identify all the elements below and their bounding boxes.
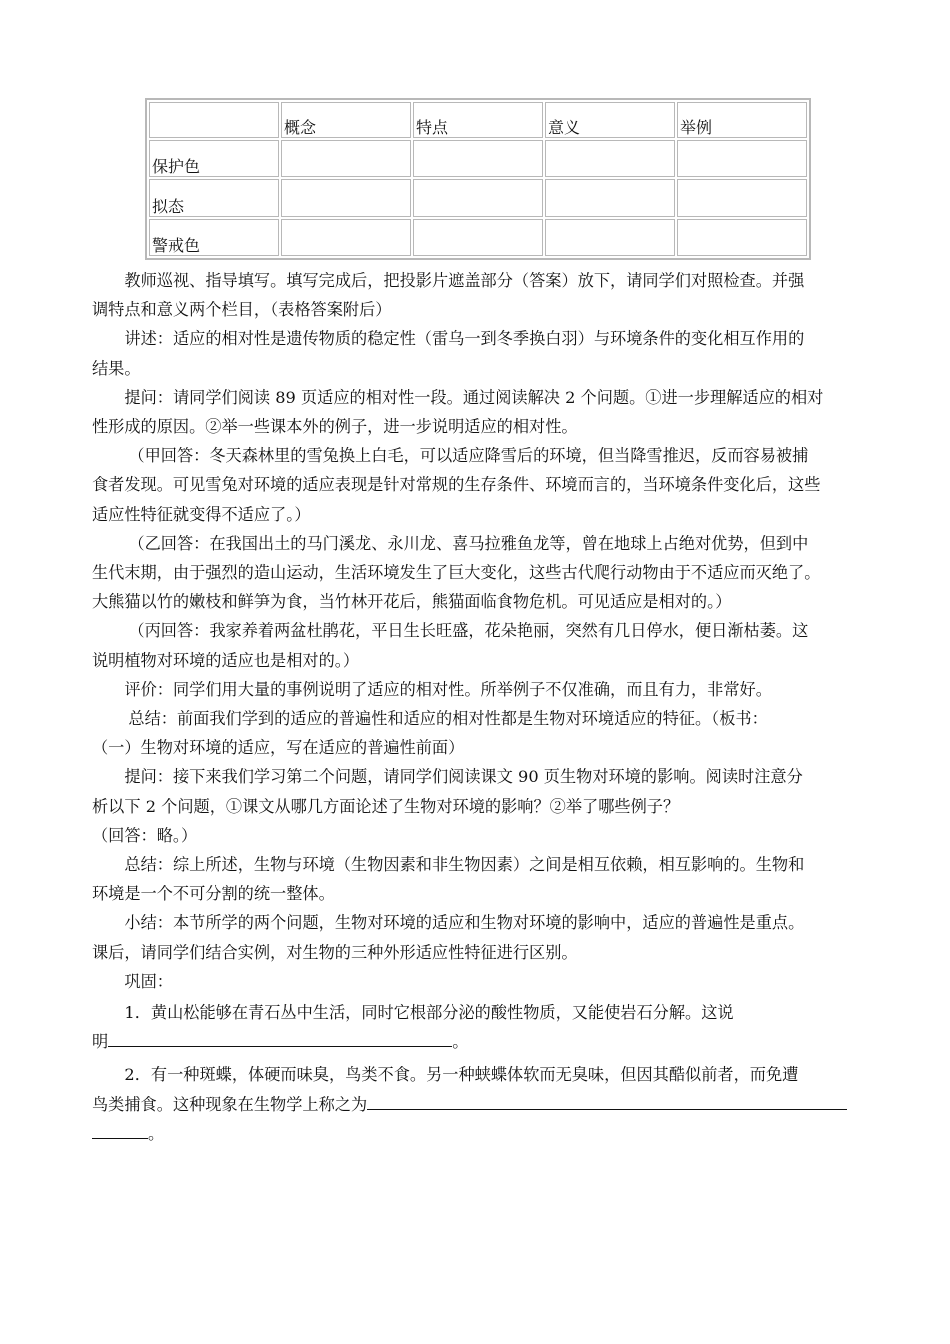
answer-blank-1[interactable]	[108, 1028, 452, 1047]
paragraph-lecture	[92, 324, 860, 382]
text-line: 讲述：适应的相对性是遗传物质的稳定性（雷乌一到冬季换白羽）与环境条件的变化相互作用的	[124, 329, 805, 349]
text-line: （丙回答：我家养着两盆杜鹃花，平日生长旺盛，花朵艳丽，突然有几日停水，便日渐枯萎。这	[128, 621, 809, 641]
text-line: 提问：接下来我们学习第二个问题，请同学们阅读课文 90 页生物对环境的影响。阅读时注意分	[124, 767, 803, 787]
row-label: 警戒色	[149, 219, 279, 256]
text-line: 评价：同学们用大量的事例说明了适应的相对性。所举例子不仅准确，而且有力，非常好。	[124, 679, 772, 699]
answer-blank-2[interactable]	[367, 1091, 847, 1110]
table-header-cell: 意义	[545, 102, 675, 138]
text-line: 大熊猫以竹的嫩枝和鲜笋为食，当竹林开花后，熊猫面临食物危机。可见适应是相对的。）	[92, 592, 732, 612]
text-line	[92, 1090, 860, 1119]
text-line: 性形成的原因。②举一些课本外的例子，进一步说明适应的相对性。	[92, 417, 578, 437]
text-line: 总结：前面我们学到的适应的普遍性和适应的相对性都是生物对环境适应的特征。（板书：	[128, 709, 768, 729]
text-fragment: 。	[148, 1123, 165, 1143]
text-line: 小结：本节所学的两个问题，生物对环境的适应和生物对环境的影响中，适应的普遍性是重点。	[124, 913, 805, 933]
text-line: 生代末期，由于强烈的造山运动，生活环境发生了巨大变化，这些古代爬行动物由于不适应而灭绝了。	[92, 563, 821, 583]
table-cell	[545, 140, 675, 177]
table-row	[149, 140, 807, 177]
text-line: 提问：请同学们阅读 89 页适应的相对性一段。通过阅读解决 2 个问题。①进一步理解适应的相对	[124, 387, 824, 407]
paragraph-answer-b	[92, 529, 860, 617]
row-label: 保护色	[149, 140, 279, 177]
paragraph-question-2	[92, 762, 860, 850]
text-line: （一）生物对环境的适应，写在适应的普遍性前面）	[92, 738, 465, 758]
text-line	[92, 1119, 860, 1148]
table-header-row	[149, 102, 807, 138]
answer-blank-2-cont[interactable]	[92, 1120, 148, 1139]
text-fragment: 鸟类捕食。这种现象在生物学上称之为	[92, 1094, 368, 1114]
table-cell	[545, 219, 675, 256]
text-fragment: 。	[452, 1032, 469, 1052]
table-cell	[677, 179, 807, 216]
exercise-2	[92, 1060, 860, 1148]
exercise-1	[92, 998, 860, 1056]
text-line	[92, 1027, 860, 1056]
table-cell	[545, 179, 675, 216]
text-line: 结果。	[92, 358, 141, 378]
paragraph-question-1	[92, 383, 860, 441]
table-cell	[281, 140, 411, 177]
text-line: （甲回答：冬天森林里的雪兔换上白毛，可以适应降雪后的环境，但当降雪推迟，反而容易被捕	[128, 446, 809, 466]
paragraph-conclusion	[92, 908, 860, 966]
paragraph-patrol	[92, 266, 860, 324]
table-cell	[677, 219, 807, 256]
paragraph-summary-2	[92, 850, 860, 908]
text-line: （乙回答：在我国出土的马门溪龙、永川龙、喜马拉雅鱼龙等，曾在地球上占绝对优势，但到中	[128, 533, 809, 553]
row-label: 拟态	[149, 179, 279, 216]
text-line: 教师巡视、指导填写。填写完成后，把投影片遮盖部分（答案）放下，请同学们对照检查。并强	[124, 271, 805, 290]
text-line: 适应性特征就变得不适应了。）	[92, 504, 311, 524]
paragraph-consolidate	[92, 967, 860, 996]
text-fragment: 明	[92, 1032, 109, 1052]
text-line: 课后，请同学们结合实例，对生物的三种外形适应性特征进行区别。	[92, 942, 578, 962]
text-line: 1．黄山松能够在青石丛中生活，同时它根部分泌的酸性物质，又能使岩石分解。这说	[124, 1003, 734, 1023]
table-cell	[413, 179, 543, 216]
text-line: 食者发现。可见雪兔对环境的适应表现是针对常规的生存条件、环境而言的，当环境条件变化后，这些	[92, 475, 821, 495]
table-cell	[677, 140, 807, 177]
text-line: 析以下 2 个问题，①课文从哪几方面论述了生物对环境的影响？②举了哪些例子？	[92, 796, 680, 816]
paragraph-answer-a	[92, 441, 860, 529]
table-cell	[281, 219, 411, 256]
table-header-cell: 举例	[677, 102, 807, 138]
table-header-cell	[149, 102, 279, 138]
paragraph-answer-c	[92, 616, 860, 674]
table-row	[149, 179, 807, 216]
table-header-cell: 概念	[281, 102, 411, 138]
text-line: 巩固：	[124, 971, 173, 991]
table-cell	[413, 140, 543, 177]
paragraph-evaluation	[92, 675, 860, 704]
text-line: 环境是一个不可分割的统一整体。	[92, 884, 335, 904]
table-row	[149, 219, 807, 256]
text-line: 说明植物对环境的适应也是相对的。）	[92, 650, 360, 670]
text-line: （回答：略。）	[92, 825, 198, 845]
paragraph-summary-1	[92, 704, 860, 762]
table-cell	[281, 179, 411, 216]
text-line: 2．有一种斑蝶，体硬而味臭，鸟类不食。另一种蛱蝶体软而无臭味，但因其酷似前者，而免遭	[124, 1065, 799, 1085]
text-line: 总结：综上所述，生物与环境（生物因素和非生物因素）之间是相互依赖，相互影响的。生物和	[124, 855, 805, 875]
table-cell	[413, 219, 543, 256]
lesson-body	[92, 266, 860, 1148]
text-line: 调特点和意义两个栏目，（表格答案附后）	[92, 300, 392, 320]
adaptation-table	[145, 98, 811, 260]
table-header-cell: 特点	[413, 102, 543, 138]
